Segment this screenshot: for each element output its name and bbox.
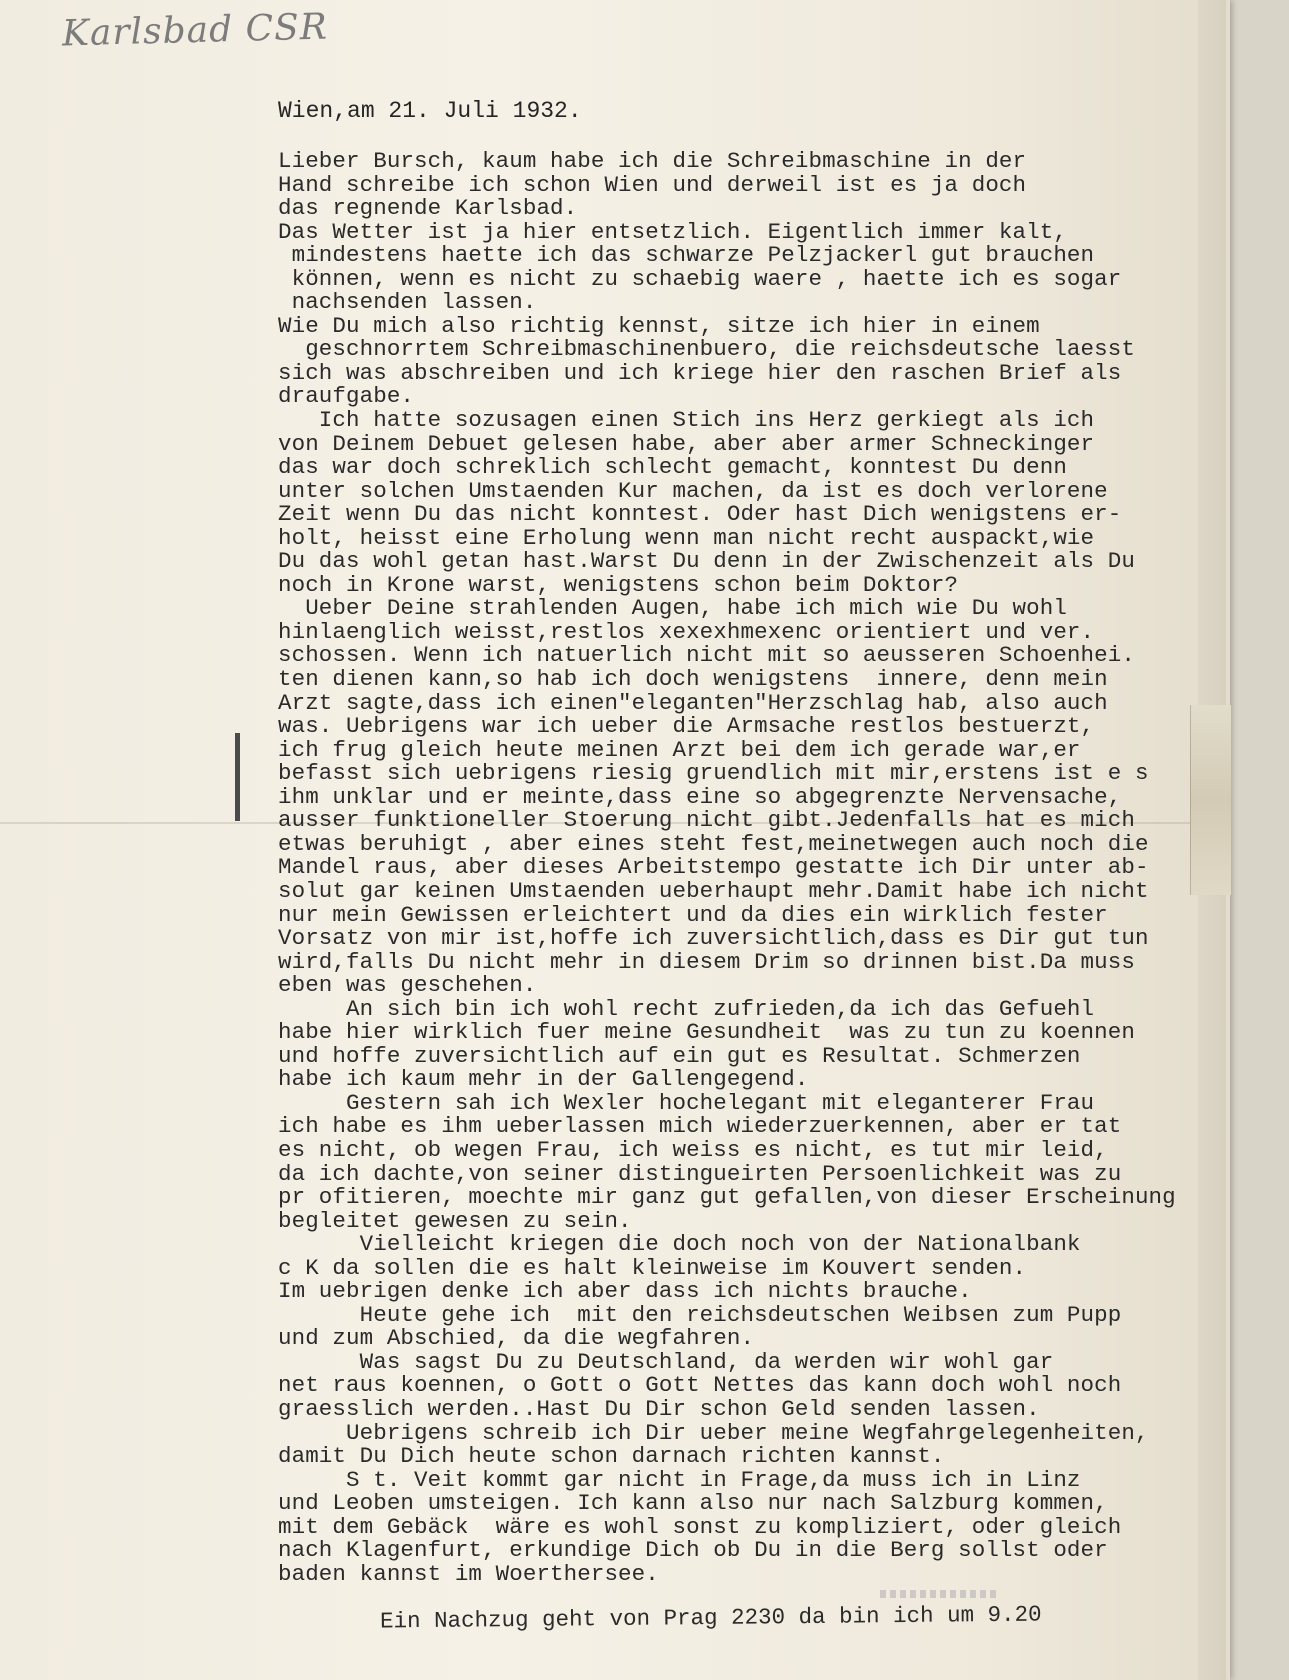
letter-line: ten dienen kann,so hab ich doch wenigstens innere, denn mein [278,666,1108,693]
letter-line: Wie Du mich also richtig kennst, sitze ich hier in einem [278,312,1040,339]
letter-line: nur mein Gewissen erleichtert und da dies ein wirklich fester [278,901,1108,928]
letter-line: ich habe es ihm ueberlassen mich wiederzuerkennen, aber er tat [278,1113,1122,1140]
letter-line: baden kannst im Woerthersee. [278,1560,659,1587]
letter-line: damit Du Dich heute schon darnach richten kannst. [278,1443,945,1470]
letter-line: Lieber Bursch, kaum habe ich die Schreibmaschine in der [278,148,1027,174]
letter-line: graesslich werden..Hast Du Dir schon Geld senden lassen. [278,1395,1040,1422]
letter-line: c K da sollen die es halt kleinweise im Kouvert senden. [278,1254,1027,1281]
letter-line: was. Uebrigens war ich ueber die Armsache restlos bestuerzt, [278,713,1095,740]
letter-line: geschnorrtem Schreibmaschinenbuero, die reichsdeutsche laesst [278,336,1135,363]
letter-line: da ich dachte,von seiner distingueirten Persoenlichkeit was zu [278,1160,1122,1187]
letter-line: mit dem Gebäck wäre es wohl sonst zu kompliziert, oder gleich [278,1513,1122,1540]
faint-stamp [880,1590,1000,1598]
letter-line: das regnende Karlsbad. [278,195,578,222]
letter-line: Das Wetter ist ja hier entsetzlich. Eigentlich immer kalt, [278,218,1067,245]
letter-line: pr ofitieren, moechte mir ganz gut gefallen,von dieser Erscheinung [278,1184,1176,1211]
closing-line: Ein Nachzug geht von Prag 2230 da bin ich um 9.20 [379,1601,1042,1635]
letter-line: nachsenden lassen. [278,289,537,316]
letter-line: von Deinem Debuet gelesen habe, aber aber armer Schneckinger [278,430,1095,457]
letter-line: Du das wohl getan hast.Warst Du denn in der Zwischenzeit als Du [278,548,1135,575]
letter-line: net raus koennen, o Gott o Gott Nettes das kann doch wohl noch [278,1372,1122,1399]
letter-line: Heute gehe ich mit den reichsdeutschen Weibsen zum Pupp [278,1301,1122,1328]
letter-line: können, wenn es nicht zu schaebig waere , haette ich es sogar [278,265,1122,292]
letter-line: ausser funktioneller Stoerung nicht gibt.Jedenfalls hat es mich [278,807,1135,834]
letter-line: begleitet gewesen zu sein. [278,1207,632,1234]
letter-line: sich was abschreiben und ich kriege hier den raschen Brief als [278,359,1122,386]
letter-date: Wien,am 21. Juli 1932. [278,98,582,124]
letter-line: eben was geschehen. [278,972,537,999]
margin-mark [235,733,240,821]
letter-line: holt, heisst eine Erholung wenn man nicht recht auspackt,wie [278,524,1095,551]
handwritten-annotation: Karlsbad CSR [61,6,329,55]
letter-line: Vielleicht kriegen die doch noch von der Nationalbank [278,1231,1081,1258]
letter-line: draufgabe. [278,383,415,410]
letter-line: solut gar keinen Umstaenden ueberhaupt mehr.Damit habe ich nicht [278,877,1149,904]
letter-line: Uebrigens schreib ich Dir ueber meine Wegfahrgelegenheiten, [278,1419,1149,1446]
letter-line: es nicht, ob wegen Frau, ich weiss es nicht, es tut mir leid, [278,1136,1108,1163]
letter-body [278,150,1208,1586]
letter-line: Zeit wenn Du das nicht konntest. Oder hast Dich wenigstens er- [278,501,1122,528]
letter-line: hinlaenglich weisst,restlos xexexhmexenc orientiert und ver. [278,618,1095,645]
letter-line: Vorsatz von mir ist,hoffe ich zuversichtlich,dass es Dir gut tun [278,925,1149,952]
letter-line: unter solchen Umstaenden Kur machen, da ist es doch verlorene [278,477,1108,504]
letter-line: habe ich kaum mehr in der Gallengegend. [278,1066,809,1093]
letter-line: habe hier wirklich fuer meine Gesundheit was zu tun zu koennen [278,1019,1135,1046]
letter-line: und zum Abschied, da die wegfahren. [278,1325,755,1352]
letter-line: und hoffe zuversichtlich auf ein gut es Resultat. Schmerzen [278,1042,1081,1069]
letter-line: das war doch schreklich schlecht gemacht, konntest Du denn [278,454,1067,481]
letter-line: Im uebrigen denke ich aber dass ich nichts brauche. [278,1278,972,1305]
letter-line: Was sagst Du zu Deutschland, da werden wir wohl gar [278,1348,1054,1375]
letter-line: S t. Veit kommt gar nicht in Frage,da muss ich in Linz [278,1466,1081,1493]
letter-line: ihm unklar und er meinte,dass eine so abgegrenzte Nervensache, [278,783,1122,810]
letter-line: noch in Krone warst, wenigstens schon beim Doktor? [278,571,959,598]
letter-line: schossen. Wenn ich natuerlich nicht mit so aeusseren Schoenhei. [278,642,1135,669]
letter-line: befasst sich uebrigens riesig gruendlich mit mir,erstens ist e s [278,760,1149,787]
letter-line: Ich hatte sozusagen einen Stich ins Herz gerkiegt als ich [278,407,1095,434]
letter-line: und Leoben umsteigen. Ich kann also nur nach Salzburg kommen, [278,1490,1108,1517]
letter-line: Gestern sah ich Wexler hochelegant mit eleganterer Frau [278,1089,1095,1116]
letter-line: mindestens haette ich das schwarze Pelzjackerl gut brauchen [278,242,1095,269]
letter-line: nach Klagenfurt, erkundige Dich ob Du in die Berg sollst oder [278,1537,1108,1564]
letter-line: etwas beruhigt , aber eines steht fest,meinetwegen auch noch die [278,830,1149,857]
letter-line: Mandel raus, aber dieses Arbeitstempo gestatte ich Dir unter ab- [278,854,1149,881]
letter-line: ich frug gleich heute meinen Arzt bei dem ich gerade war,er [278,736,1081,763]
letter-line: An sich bin ich wohl recht zufrieden,da ich das Gefuehl [278,995,1095,1022]
letter-line: Arzt sagte,dass ich einen"eleganten"Herzschlag hab, also auch [278,689,1108,716]
letter-line: Ueber Deine strahlenden Augen, habe ich mich wie Du wohl [278,595,1067,622]
letter-line: wird,falls Du nicht mehr in diesem Drim so drinnen bist.Da muss [278,948,1135,975]
letter-line: Hand schreibe ich schon Wien und derweil ist es ja doch [278,171,1027,198]
